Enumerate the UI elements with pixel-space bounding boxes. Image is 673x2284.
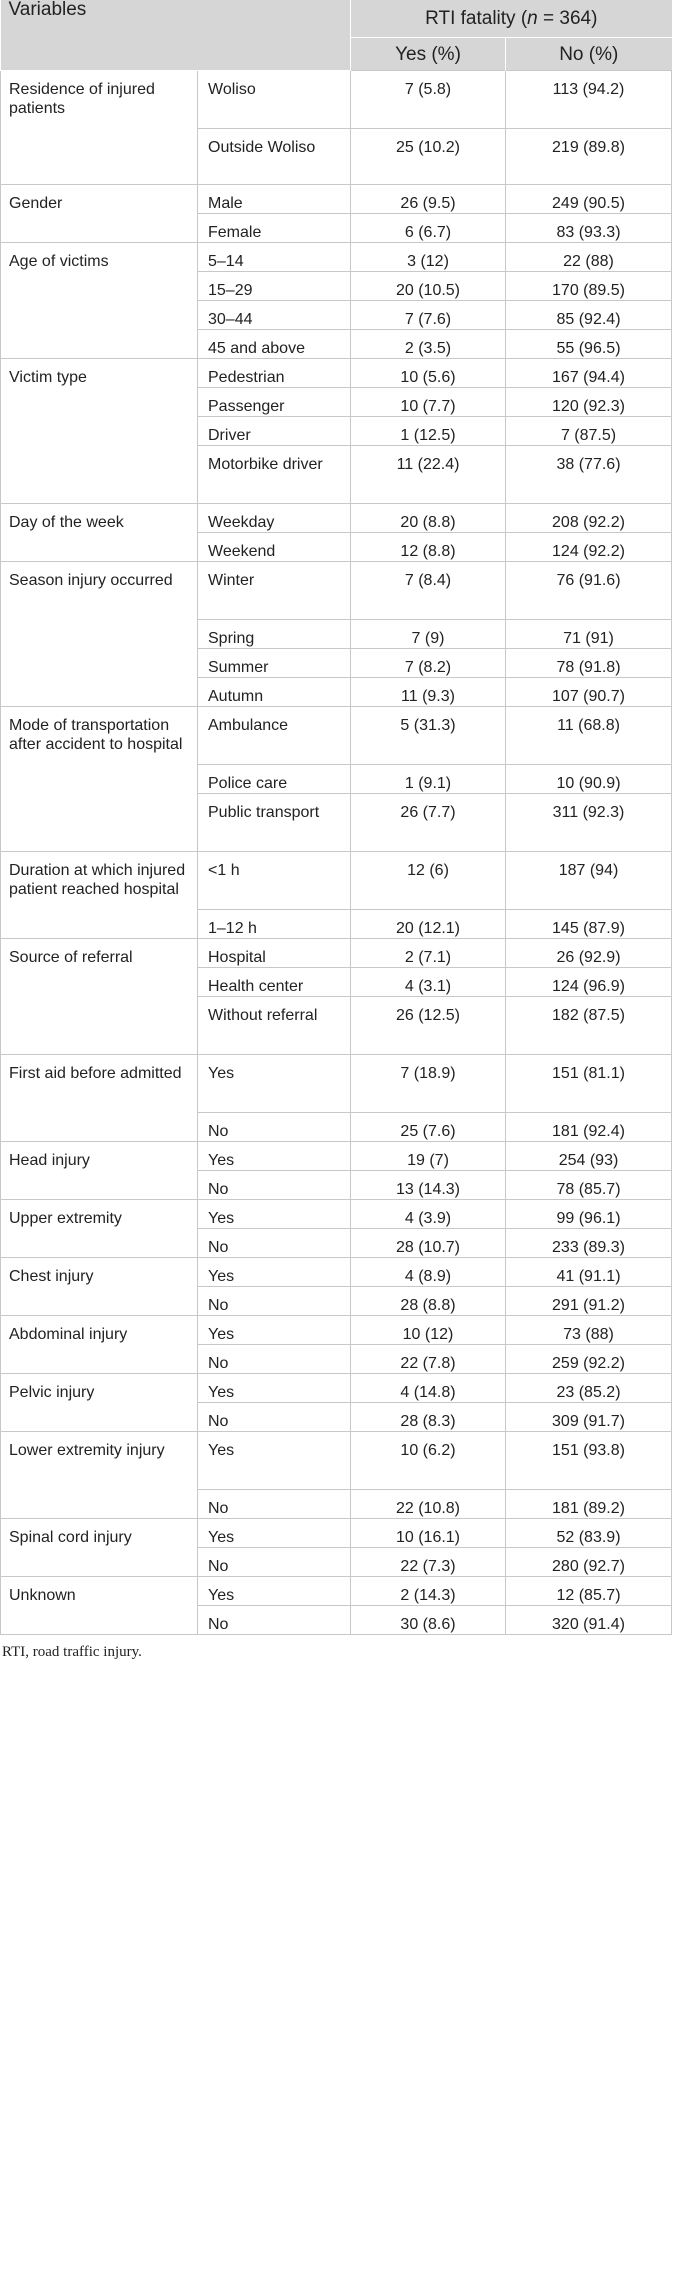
category-cell: Public transport bbox=[198, 794, 351, 852]
yes-cell: 4 (3.1) bbox=[351, 968, 506, 997]
header-variables: Variables bbox=[1, 0, 351, 71]
table-row bbox=[1, 1200, 672, 1229]
header-fatality-suffix: = 364) bbox=[537, 8, 598, 29]
variable-cell: Season injury occurred bbox=[1, 562, 198, 707]
variable-cell: Mode of transportation after accident to hospital bbox=[1, 707, 198, 852]
no-cell: 181 (92.4) bbox=[506, 1113, 672, 1142]
no-cell: 249 (90.5) bbox=[506, 185, 672, 214]
table-row bbox=[1, 243, 672, 272]
category-cell: Passenger bbox=[198, 388, 351, 417]
yes-cell: 6 (6.7) bbox=[351, 214, 506, 243]
no-cell: 280 (92.7) bbox=[506, 1548, 672, 1577]
yes-cell: 13 (14.3) bbox=[351, 1171, 506, 1200]
table-row bbox=[1, 1577, 672, 1606]
no-cell: 311 (92.3) bbox=[506, 794, 672, 852]
no-cell: 73 (88) bbox=[506, 1316, 672, 1345]
yes-cell: 7 (8.4) bbox=[351, 562, 506, 620]
no-cell: 78 (91.8) bbox=[506, 649, 672, 678]
variable-cell: Victim type bbox=[1, 359, 198, 504]
table-row bbox=[1, 1519, 672, 1548]
table-row bbox=[1, 1258, 672, 1287]
no-cell: 23 (85.2) bbox=[506, 1374, 672, 1403]
yes-cell: 2 (14.3) bbox=[351, 1577, 506, 1606]
variable-cell: Abdominal injury bbox=[1, 1316, 198, 1374]
header-fatality-prefix: RTI fatality ( bbox=[425, 8, 528, 29]
yes-cell: 10 (7.7) bbox=[351, 388, 506, 417]
no-cell: 12 (85.7) bbox=[506, 1577, 672, 1606]
yes-cell: 22 (10.8) bbox=[351, 1490, 506, 1519]
category-cell: Health center bbox=[198, 968, 351, 997]
variable-cell: Spinal cord injury bbox=[1, 1519, 198, 1577]
no-cell: 11 (68.8) bbox=[506, 707, 672, 765]
yes-cell: 7 (18.9) bbox=[351, 1055, 506, 1113]
category-cell: Woliso bbox=[198, 71, 351, 129]
category-cell: No bbox=[198, 1606, 351, 1635]
no-cell: 22 (88) bbox=[506, 243, 672, 272]
category-cell: Weekend bbox=[198, 533, 351, 562]
no-cell: 38 (77.6) bbox=[506, 446, 672, 504]
category-cell: No bbox=[198, 1287, 351, 1316]
category-cell: 5–14 bbox=[198, 243, 351, 272]
no-cell: 170 (89.5) bbox=[506, 272, 672, 301]
no-cell: 78 (85.7) bbox=[506, 1171, 672, 1200]
category-cell: Spring bbox=[198, 620, 351, 649]
table-body bbox=[1, 71, 672, 1635]
yes-cell: 26 (7.7) bbox=[351, 794, 506, 852]
yes-cell: 7 (8.2) bbox=[351, 649, 506, 678]
variable-cell: Upper extremity bbox=[1, 1200, 198, 1258]
category-cell: Outside Woliso bbox=[198, 129, 351, 185]
yes-cell: 5 (31.3) bbox=[351, 707, 506, 765]
no-cell: 219 (89.8) bbox=[506, 129, 672, 185]
table-row bbox=[1, 1055, 672, 1113]
variable-cell: Gender bbox=[1, 185, 198, 243]
no-cell: 55 (96.5) bbox=[506, 330, 672, 359]
table-row bbox=[1, 707, 672, 765]
header-no: No (%) bbox=[506, 38, 672, 71]
category-cell: Pedestrian bbox=[198, 359, 351, 388]
category-cell: No bbox=[198, 1548, 351, 1577]
yes-cell: 28 (8.8) bbox=[351, 1287, 506, 1316]
no-cell: 181 (89.2) bbox=[506, 1490, 672, 1519]
yes-cell: 25 (10.2) bbox=[351, 129, 506, 185]
yes-cell: 4 (3.9) bbox=[351, 1200, 506, 1229]
no-cell: 167 (94.4) bbox=[506, 359, 672, 388]
category-cell: 15–29 bbox=[198, 272, 351, 301]
category-cell: Weekday bbox=[198, 504, 351, 533]
no-cell: 120 (92.3) bbox=[506, 388, 672, 417]
category-cell: No bbox=[198, 1229, 351, 1258]
yes-cell: 3 (12) bbox=[351, 243, 506, 272]
no-cell: 124 (92.2) bbox=[506, 533, 672, 562]
yes-cell: 20 (12.1) bbox=[351, 910, 506, 939]
category-cell: Without referral bbox=[198, 997, 351, 1055]
table-row bbox=[1, 359, 672, 388]
yes-cell: 11 (22.4) bbox=[351, 446, 506, 504]
yes-cell: 12 (8.8) bbox=[351, 533, 506, 562]
no-cell: 151 (81.1) bbox=[506, 1055, 672, 1113]
yes-cell: 10 (16.1) bbox=[351, 1519, 506, 1548]
category-cell: Police care bbox=[198, 765, 351, 794]
yes-cell: 12 (6) bbox=[351, 852, 506, 910]
variable-cell: Chest injury bbox=[1, 1258, 198, 1316]
no-cell: 145 (87.9) bbox=[506, 910, 672, 939]
no-cell: 208 (92.2) bbox=[506, 504, 672, 533]
category-cell: No bbox=[198, 1345, 351, 1374]
category-cell: Yes bbox=[198, 1142, 351, 1171]
yes-cell: 10 (5.6) bbox=[351, 359, 506, 388]
no-cell: 83 (93.3) bbox=[506, 214, 672, 243]
no-cell: 320 (91.4) bbox=[506, 1606, 672, 1635]
variable-cell: Duration at which injured patient reached hospital bbox=[1, 852, 198, 939]
category-cell: Driver bbox=[198, 417, 351, 446]
yes-cell: 10 (6.2) bbox=[351, 1432, 506, 1490]
no-cell: 71 (91) bbox=[506, 620, 672, 649]
category-cell: Male bbox=[198, 185, 351, 214]
table-row bbox=[1, 504, 672, 533]
yes-cell: 30 (8.6) bbox=[351, 1606, 506, 1635]
yes-cell: 22 (7.8) bbox=[351, 1345, 506, 1374]
variable-cell: Age of victims bbox=[1, 243, 198, 359]
table-row bbox=[1, 939, 672, 968]
yes-cell: 19 (7) bbox=[351, 1142, 506, 1171]
yes-cell: 28 (8.3) bbox=[351, 1403, 506, 1432]
yes-cell: 7 (9) bbox=[351, 620, 506, 649]
no-cell: 76 (91.6) bbox=[506, 562, 672, 620]
table-row bbox=[1, 71, 672, 129]
category-cell: Summer bbox=[198, 649, 351, 678]
no-cell: 99 (96.1) bbox=[506, 1200, 672, 1229]
yes-cell: 1 (9.1) bbox=[351, 765, 506, 794]
category-cell: Yes bbox=[198, 1316, 351, 1345]
variable-cell: First aid before admitted bbox=[1, 1055, 198, 1142]
category-cell: Yes bbox=[198, 1258, 351, 1287]
no-cell: 182 (87.5) bbox=[506, 997, 672, 1055]
category-cell: Winter bbox=[198, 562, 351, 620]
header-rti-fatality bbox=[351, 0, 672, 38]
variable-cell: Residence of injured patients bbox=[1, 71, 198, 185]
category-cell: No bbox=[198, 1113, 351, 1142]
category-cell: Motorbike driver bbox=[198, 446, 351, 504]
category-cell: Hospital bbox=[198, 939, 351, 968]
no-cell: 10 (90.9) bbox=[506, 765, 672, 794]
table-row bbox=[1, 1142, 672, 1171]
table-row bbox=[1, 852, 672, 910]
category-cell: No bbox=[198, 1171, 351, 1200]
table-row bbox=[1, 185, 672, 214]
no-cell: 291 (91.2) bbox=[506, 1287, 672, 1316]
yes-cell: 26 (9.5) bbox=[351, 185, 506, 214]
no-cell: 85 (92.4) bbox=[506, 301, 672, 330]
variable-cell: Pelvic injury bbox=[1, 1374, 198, 1432]
no-cell: 41 (91.1) bbox=[506, 1258, 672, 1287]
yes-cell: 28 (10.7) bbox=[351, 1229, 506, 1258]
yes-cell: 11 (9.3) bbox=[351, 678, 506, 707]
category-cell: Yes bbox=[198, 1577, 351, 1606]
category-cell: Yes bbox=[198, 1200, 351, 1229]
variable-cell: Source of referral bbox=[1, 939, 198, 1055]
yes-cell: 1 (12.5) bbox=[351, 417, 506, 446]
header-yes: Yes (%) bbox=[351, 38, 506, 71]
yes-cell: 4 (8.9) bbox=[351, 1258, 506, 1287]
no-cell: 7 (87.5) bbox=[506, 417, 672, 446]
variable-cell: Head injury bbox=[1, 1142, 198, 1200]
yes-cell: 20 (10.5) bbox=[351, 272, 506, 301]
yes-cell: 25 (7.6) bbox=[351, 1113, 506, 1142]
category-cell: Autumn bbox=[198, 678, 351, 707]
no-cell: 52 (83.9) bbox=[506, 1519, 672, 1548]
no-cell: 124 (96.9) bbox=[506, 968, 672, 997]
header-fatality-n: n bbox=[527, 8, 538, 29]
yes-cell: 7 (7.6) bbox=[351, 301, 506, 330]
yes-cell: 7 (5.8) bbox=[351, 71, 506, 129]
variable-cell: Lower extremity injury bbox=[1, 1432, 198, 1519]
no-cell: 107 (90.7) bbox=[506, 678, 672, 707]
category-cell: Yes bbox=[198, 1432, 351, 1490]
category-cell: No bbox=[198, 1490, 351, 1519]
category-cell: 1–12 h bbox=[198, 910, 351, 939]
variable-cell: Day of the week bbox=[1, 504, 198, 562]
table-header bbox=[1, 0, 672, 71]
category-cell: 45 and above bbox=[198, 330, 351, 359]
category-cell: Yes bbox=[198, 1374, 351, 1403]
no-cell: 259 (92.2) bbox=[506, 1345, 672, 1374]
no-cell: 113 (94.2) bbox=[506, 71, 672, 129]
table-footnote: RTI, road traffic injury. bbox=[2, 1644, 142, 1660]
category-cell: No bbox=[198, 1403, 351, 1432]
no-cell: 233 (89.3) bbox=[506, 1229, 672, 1258]
yes-cell: 2 (7.1) bbox=[351, 939, 506, 968]
yes-cell: 20 (8.8) bbox=[351, 504, 506, 533]
no-cell: 151 (93.8) bbox=[506, 1432, 672, 1490]
category-cell: 30–44 bbox=[198, 301, 351, 330]
no-cell: 187 (94) bbox=[506, 852, 672, 910]
no-cell: 26 (92.9) bbox=[506, 939, 672, 968]
no-cell: 309 (91.7) bbox=[506, 1403, 672, 1432]
yes-cell: 10 (12) bbox=[351, 1316, 506, 1345]
table-row bbox=[1, 1432, 672, 1490]
category-cell: Ambulance bbox=[198, 707, 351, 765]
category-cell: Female bbox=[198, 214, 351, 243]
no-cell: 254 (93) bbox=[506, 1142, 672, 1171]
yes-cell: 2 (3.5) bbox=[351, 330, 506, 359]
category-cell: <1 h bbox=[198, 852, 351, 910]
variable-cell: Unknown bbox=[1, 1577, 198, 1635]
yes-cell: 26 (12.5) bbox=[351, 997, 506, 1055]
table-row bbox=[1, 1316, 672, 1345]
table-row bbox=[1, 1374, 672, 1403]
category-cell: Yes bbox=[198, 1519, 351, 1548]
table-row bbox=[1, 562, 672, 620]
yes-cell: 22 (7.3) bbox=[351, 1548, 506, 1577]
category-cell: Yes bbox=[198, 1055, 351, 1113]
yes-cell: 4 (14.8) bbox=[351, 1374, 506, 1403]
